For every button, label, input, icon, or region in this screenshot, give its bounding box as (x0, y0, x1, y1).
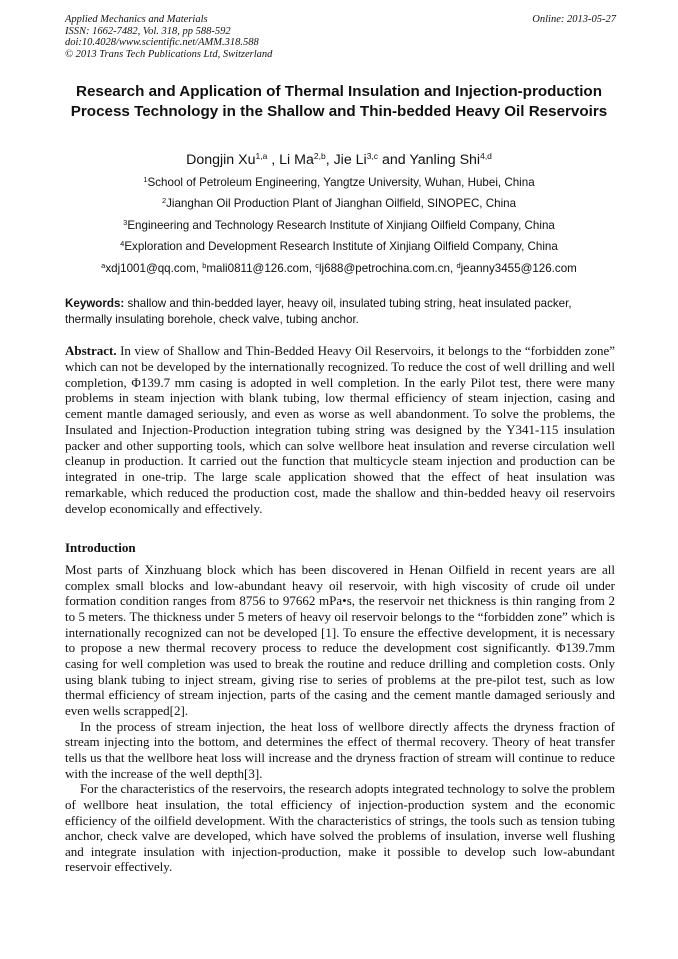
online-date: Online: 2013-05-27 (532, 14, 616, 25)
affiliation-text: School of Petroleum Engineering, Yangtze University, Wuhan, Hubei, China (147, 176, 535, 189)
email-address: jeanny3455@126.com (460, 262, 577, 275)
author-name: Yanling Shi (409, 152, 481, 168)
email-superscript: c (315, 261, 319, 270)
affiliation-2 (30, 197, 648, 211)
author-superscript: 2,b (313, 151, 326, 161)
author-list (40, 151, 638, 169)
abstract-label: Abstract. (65, 343, 117, 358)
section-heading: Introduction (65, 540, 136, 555)
abstract-block (65, 343, 615, 516)
body-paragraph: In the process of stream injection, the heat loss of wellbore directly affects the dryness fraction of stream injecting into the bottom, and determines the effect of thermal recovery. Theory of heat transfer tells us that the wellbore heat loss will increase and the dryness fraction of stream will continue to reduce with the increase of the well depth[3]. (65, 718, 615, 781)
email-list (30, 262, 648, 276)
author-superscript: 3,c (366, 151, 379, 161)
copyright-line: © 2013 Trans Tech Publications Ltd, Switzerland (65, 48, 273, 60)
keywords-block (65, 296, 615, 327)
doi-line: doi:10.4028/www.scientific.net/AMM.318.588 (65, 37, 259, 49)
journal-header (65, 14, 272, 60)
affiliation-text: Jianghan Oil Production Plant of Jianghan Oilfield, SINOPEC, China (166, 197, 517, 210)
issn-line: ISSN: 1662-7482, Vol. 318, pp 588-592 (65, 25, 231, 37)
author-superscript: 4,d (480, 151, 492, 161)
affiliation-4 (30, 240, 648, 254)
affiliation-text: Exploration and Development Research Institute of Xinjiang Oilfield Company, China (124, 240, 558, 253)
author-separator: and (378, 152, 410, 168)
affiliation-text: Engineering and Technology Research Institute of Xinjiang Oilfield Company, China (127, 219, 555, 232)
affiliation-superscript: 1 (143, 175, 148, 184)
keywords-label: Keywords: (65, 297, 125, 310)
author-name: Jie Li (333, 152, 367, 168)
affiliation-superscript: 2 (161, 196, 167, 205)
affiliation-3 (30, 219, 648, 233)
email-superscript: b (202, 261, 207, 270)
keywords-text: shallow and thin-bedded layer, heavy oil, insulated tubing string, heat insulated packer, thermally insulating borehole, check valve, tubing anchor. (65, 297, 572, 326)
author-separator: , (267, 152, 280, 168)
author-name: Li Ma (279, 152, 314, 168)
email-superscript: a (101, 261, 106, 270)
author-separator: , (325, 152, 334, 168)
abstract-text: In view of Shallow and Thin-Bedded Heavy Oil Reservoirs, it belongs to the “forbidden zone” which can not be developed by the internationally recognized. To reduce the cost of well drilling and well completion, Φ139.7 mm casing is adopted in well completion. In the early Pilot test, there were many problems in steam injection with blank tubing, low thermal efficiency of steam injection, casing and cement mantle damaged seriously, and even as worse as well abandonment. To solve the problems, the Insulated and Injection-Production integration tubing string was designed by the Y341-115 insulation packer and other supporting tools, which can solve wellbore heat insulation and reverse circulation well cleanup in production. It carried out the function that multicycle steam injection and production can be integrated in one-trip. The large scale application showed that the effect of heat insulation was remarkable, which reduced the production cost, made the shallow and thin-bedded heavy oil reservoirs develop economically and effectively. (65, 343, 615, 516)
affiliation-superscript: 3 (123, 218, 128, 227)
email-superscript: d (456, 261, 461, 270)
affiliation-superscript: 4 (120, 239, 125, 248)
author-superscript: 1,a (255, 151, 268, 161)
affiliation-1 (30, 176, 648, 190)
journal-name: Applied Mechanics and Materials (65, 14, 208, 25)
email-address: xdj1001@qq.com, (105, 262, 203, 275)
body-paragraph: Most parts of Xinzhuang block which has been discovered in Henan Oilfield in recent years are all complex small blocks and low-abundant heavy oil reservoir, with high viscosity of crude oil under formation condition ranges from 8756 to 97662 mPa•s, the reservoir net thickness is thin ranging from 2 to 5 meters. The thickness under 5 meters of heavy oil reservoir belongs to the “forbidden zone” which is internationally recognized can not be developed [1]. To ensure the effective development, it is necessary to propose a new thermal recovery process to reduce the development cost significantly. Φ139.7mm casing for well completion was used to break the routine and reduce drilling and completion costs. Only using blank tubing to inject stream, giving rise to series of problems at the pre-pilot test, such as low thermal efficiency of stream injection, parts of the casing and the cement mantle damaged seriously and even wells scrapped[2]. (65, 562, 615, 718)
email-address: lj688@petrochina.com.cn, (318, 262, 457, 275)
section-body (65, 562, 615, 875)
body-paragraph: For the characteristics of the reservoirs, the research adopts integrated technology to solve the problem of wellbore heat insulation, the total efficiency of injection-production system and the economic efficiency of the oilfield development. With the characteristics of strings, the tools such as tension tubing anchor, check valve are developed, which have solved the problems of insulation, inverse well flushing and integrate insulation with injection-production, make it possible to develop such low-abundant reservoir effectively. (65, 781, 615, 875)
paper-title: Research and Application of Thermal Insulation and Injection-production Process Technology in the Shallow and Thin-bedded Heavy Oil Reservoirs (70, 83, 608, 120)
author-name: Dongjin Xu (186, 152, 256, 168)
email-address: mali0811@126.com, (206, 262, 316, 275)
